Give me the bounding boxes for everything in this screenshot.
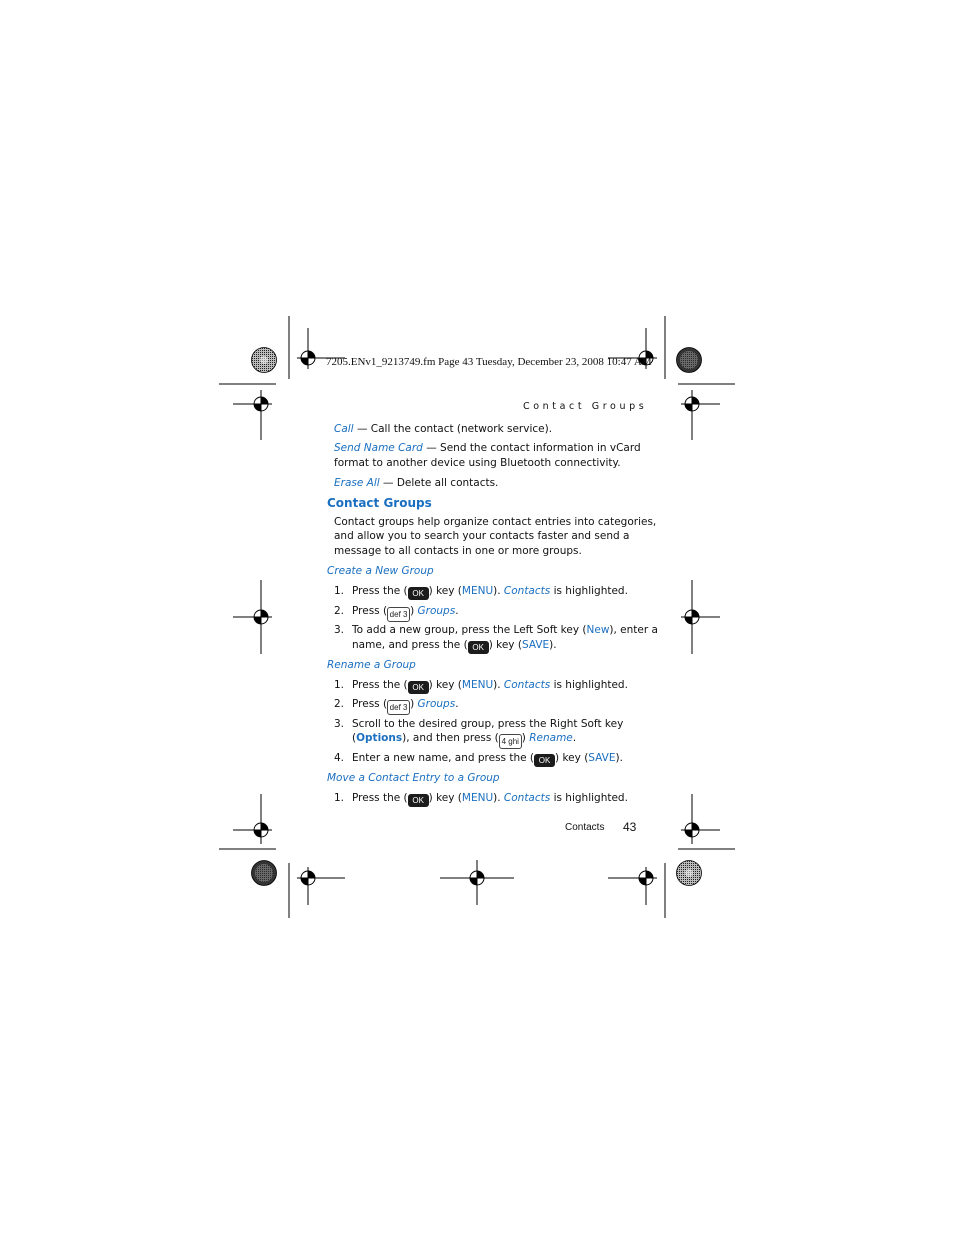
step-number: 4.: [334, 752, 345, 764]
contacts-label: Contacts: [503, 792, 551, 804]
step-number: 3.: [334, 624, 345, 636]
option-desc-continued: format to another device using Bluetooth connectivity.: [334, 457, 621, 469]
ok-key-icon: OK: [468, 641, 489, 654]
options-label: Options: [356, 732, 403, 744]
step-item: 2. Press ( def 3 ) Groups.: [334, 604, 459, 622]
step-item: 3. Scroll to the desired group, press the Right Soft key: [334, 718, 624, 730]
intro-line: message to all contacts in one or more groups.: [334, 545, 582, 557]
option-desc: — Call the contact (network service).: [353, 423, 553, 435]
step-number: 3.: [334, 718, 345, 730]
section-heading: Contact Groups: [327, 496, 432, 510]
step-number: 1.: [334, 585, 345, 597]
step-item: 1. Press the ( OK ) key (MENU). Contacts is highlighted.: [334, 679, 628, 692]
page-number: 43: [623, 820, 637, 834]
menu-label: MENU: [461, 792, 494, 804]
step-number: 1.: [334, 679, 345, 691]
print-slug: 7205.ENv1_9213749.fm Page 43 Tuesday, December 23, 2008 10:47 AM: [326, 356, 652, 368]
step-item: 1. Press the ( OK ) key (MENU). Contacts is highlighted.: [334, 585, 628, 598]
option-term: Call: [334, 423, 354, 435]
contacts-label: Contacts: [503, 585, 551, 597]
option-term: Send Name Card: [334, 442, 423, 454]
step-continued: (Options), and then press ( 4 ghi ) Rename.: [352, 731, 576, 749]
subsection-heading-move: Move a Contact Entry to a Group: [327, 772, 500, 784]
step-item: 2. Press ( def 3 ) Groups.: [334, 697, 459, 715]
groups-label: Groups: [417, 698, 456, 710]
step-continued: name, and press the ( OK ) key (SAVE).: [352, 639, 557, 652]
rename-label: Rename: [529, 732, 573, 744]
key-4-icon: 4 ghi: [499, 734, 522, 749]
ok-key-icon: OK: [534, 754, 555, 767]
option-term: Erase All: [334, 477, 380, 489]
menu-label: MENU: [461, 679, 494, 691]
key-3-icon: def 3: [387, 607, 410, 622]
option-desc: — Send the contact information in vCard: [422, 442, 641, 454]
subsection-heading-rename: Rename a Group: [327, 659, 416, 671]
step-number: 1.: [334, 792, 345, 804]
menu-label: MENU: [461, 585, 494, 597]
groups-label: Groups: [417, 605, 456, 617]
option-send-name-card: [334, 441, 641, 455]
option-erase-all: [334, 476, 498, 490]
new-label: New: [586, 624, 610, 636]
step-text: Press the (: [352, 585, 408, 597]
subsection-heading-create: Create a New Group: [327, 565, 434, 577]
option-call: [334, 422, 552, 436]
step-item: 3. To add a new group, press the Left Soft key (New), enter a: [334, 624, 658, 636]
save-label: SAVE: [588, 752, 616, 764]
step-number: 2.: [334, 605, 345, 617]
step-number: 2.: [334, 698, 345, 710]
contacts-label: Contacts: [503, 679, 551, 691]
footer-section: Contacts: [565, 822, 605, 833]
intro-line: and allow you to search your contacts faster and send a: [334, 530, 630, 542]
ok-key-icon: OK: [408, 587, 429, 600]
key-3-icon: def 3: [387, 700, 410, 715]
option-desc: — Delete all contacts.: [379, 477, 499, 489]
ok-key-icon: OK: [408, 681, 429, 694]
intro-line: Contact groups help organize contact entries into categories,: [334, 516, 657, 528]
step-item: 4. Enter a new name, and press the ( OK ) key (SAVE).: [334, 752, 623, 765]
step-item: 1. Press the ( OK ) key (MENU). Contacts is highlighted.: [334, 792, 628, 805]
save-label: SAVE: [521, 639, 550, 651]
running-head: Contact Groups: [523, 401, 648, 412]
ok-key-icon: OK: [408, 794, 429, 807]
